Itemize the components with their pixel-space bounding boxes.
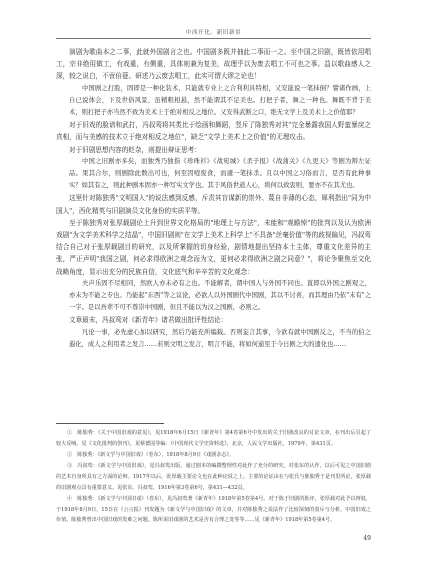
paragraph: 对于旧戏的脸谱和武打，冯叔鸾将其类比于绘画和舞蹈，竖斥了陈独秀对其"完全暴露我国人野蛮暴戾之真相，而与美感的技术立于绝对相反之地位"，缺乏"文学上美术上之价值"的无理攻击。 <box>56 121 371 142</box>
block-quote: 中国之旧剧亦多矣，而独秀乃独指《珍珠衫》《战宛城》《杀子报》《战蒲关》《九更天》等剧为辩左证品。果其合尔，则剧除此数出可也，何至因噎废食，而遽一笔抹杀。且以中国之习俗而言，是否有此种事实？如其有之，则此种剧本固亦一种写实文学也。其于风俗世道人心，将何以致衷则，要亦不在其尤也。 <box>69 157 371 190</box>
page-number: 49 <box>363 535 371 542</box>
paragraph: 演剧为歌曲本之二事，此就外国剧言之也。中国剧多既并抽此二事而一之。至中国之旧剧，既皆依用唱工，宗非绝用做工，有戏重，有侧重，具体则兼为复美，故理乎以为废去唱工不可也之事。益以歌曲感人之深，较之说白，不啻倍蓰。研述乃云废去唱工，此实可谓大谬之论也！ <box>56 48 371 81</box>
block-quote: 夫声乐固不尽相同，然欧人亦未必有之也。不能解者，谓中国人与外国不同也。直即以外国之剧观之，亦未为不能之专也。乃能起"东西"等之议论，必欲人以外国剧代中国剧，其以不讨喜，而其理由乃依"未有"之一字。是以吾辈不可不尊崇中国剧，但且不能以为汉之国剧，必则之。 <box>69 279 371 312</box>
main-text <box>56 46 371 351</box>
paragraph: 文章最末，冯叔鸾对《新青年》诸君做出批评性结论： <box>69 316 228 325</box>
footnote: ④ 陈独秀：《新文学与中国旧戏》（卷东），见冯叔鸾著《新青年》1918年第5卷第4号。对于陈于旧剧的批评，张厚载对此予以辩驳，于1918年8月9日，15日在《公言报》刊发题为《新文学与中国旧戏》的文章，并对陈独秀之说法作了比较深刻的驳斥与分析。中国旧戏之价值、陈独秀曾出中国旧戏的发难之问题、陈所说旧戏剧的艺术是否有合理之处等等……见《新青年》1918年第5卷第4号。 <box>56 495 371 524</box>
header-rule <box>56 38 371 39</box>
paragraph: 至于陈独秀对张厚载剧论上升到世界文化格局的"地理上与方法"，未能和"观瞻悼"的批判以及认为欧洲戏剧"为文学美术科学之结晶"，中国旧剧则"在文学上美术上科学上"不具备"丝毫价值"等的歧视偏见，冯叔鸾结合自己对于张厚载剧目的研究，以及所掌握的切身经验，剧情地提出坚持本土主体，尊重文化差异的主张，严正声明"我国之剧，何必求得欧洲之观念而为文，更何必求得欧洲之剧之同意？"，将论争聚焦至文化战略角度，显示出充分的民族自信，文化底气和辛辛苦的文化观念： <box>56 218 371 276</box>
footnote: ② 陈独秀：《新文学与中国旧戏》（卷东），1918年8月9日《戏剧杂志》。 <box>67 451 235 458</box>
block-quote: 中国剧之打脸，固即是一种化装术，只能就专业上之合利利具特相，又安能说一笔抹倒？譬诸作画，上自已说体会，下及世俗风景，虽精粗相悬，然不能谓其不足美也。打把子者，舞之一种也。舞既不背于美术，则打把子亦当然不致为美术上于绝对相反之地位。又安得武断之口，绝无文学上及美术上之价值耶？ <box>69 84 371 117</box>
footnote: ③ 冯叔鸾：《新文学与中国旧戏》，见冯叔鸾出版，通过剧本的编撰整理性对此作了充分的研究。对张东的认作，以后可见之中国旧剧的艺术自身所具有之方面的论辩。1917年以后，张厚载主要论文也在此种论说之上。主要的论证由在与张氏与陈独秀于是刊里所论，张厚载的旧剧观点具有重要意义。见张东，冯叔鸾，1916年第3卷第6号，第431—432页。 <box>56 463 371 491</box>
footnote: ① 陈独秀：《关于中国旧戏的意见》，见1918年6月15日《新青年》第4卷第6号中发出的关于旧剧改良的讨论文章，在刊出后引起了较大反响。见《文化批判的创刊》，见蔡德国等编：《中国现代文学史资料选》，北京，人民文学出版社，1979年，第431页。 <box>56 430 371 447</box>
block-quote: 凡论一事，必先虚心加以研究，然后乃能充所编载。否则妄言其事，今欲有就中国剧反之，不当的伯之遐化，成人之利用者之发言……若则文明之发言，明言不能，将如何通至于今日剧之大的遗化也…… <box>69 328 371 348</box>
footnote-rule <box>56 423 164 424</box>
paragraph: 对于旧剧思想内容的贬杂，则提出辩证思考： <box>69 145 201 154</box>
paragraph: 这里针对陈独秀"文明国人"的说法感到反感，斥责其盲谋新的崇外、蔑自非薄的心态，犀利指出"同为中国人"，西化精英与旧剧演员文化身份的实质平等。 <box>56 194 371 215</box>
running-header: 中西开化、新旧新景 <box>185 30 242 36</box>
footnotes <box>56 428 371 527</box>
